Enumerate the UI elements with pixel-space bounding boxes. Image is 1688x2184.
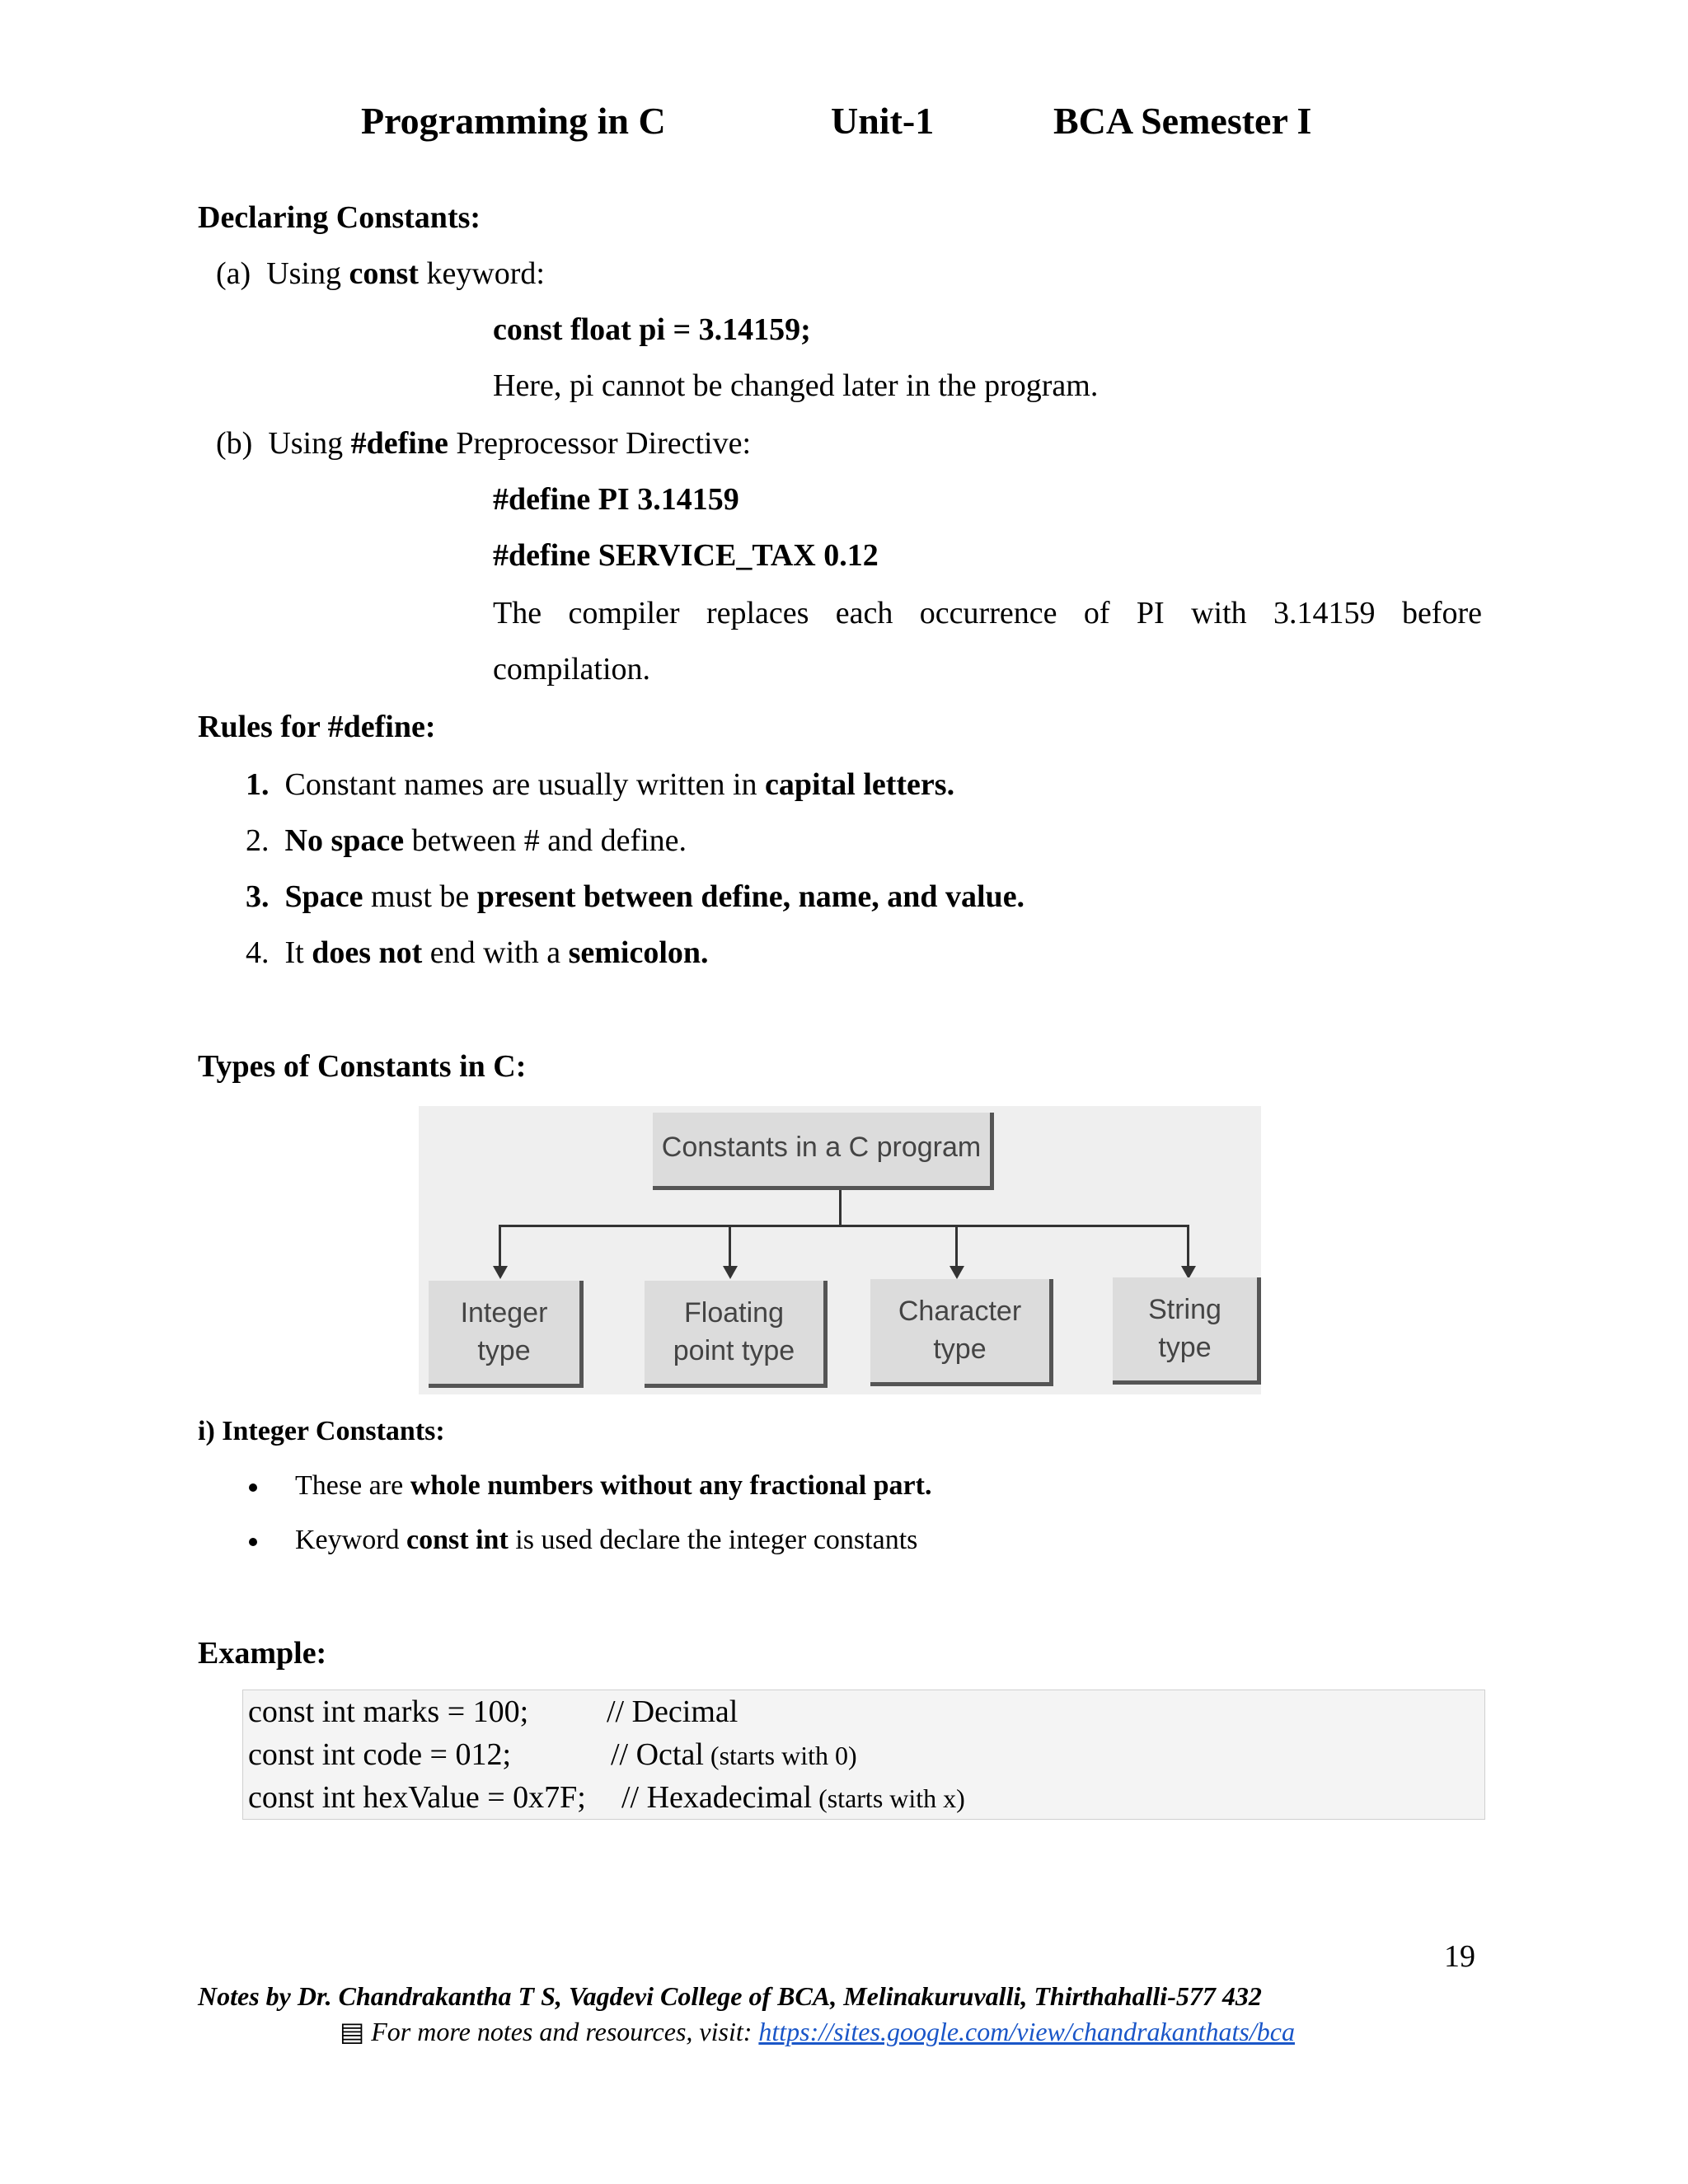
header-unit: Unit-1 — [831, 100, 935, 142]
diagram-connector — [499, 1225, 1189, 1227]
code-line: const int hexValue = 0x7F; — [248, 1780, 586, 1815]
define-note-line2: compilation. — [493, 652, 651, 687]
rule-item: 2. No space between # and define. — [246, 823, 687, 858]
bullet-icon — [249, 1538, 257, 1546]
example-code-box — [242, 1690, 1485, 1820]
books-icon: ▤ — [340, 2017, 365, 2046]
const-note: Here, pi cannot be changed later in the program. — [493, 368, 1099, 403]
footer-credit: Notes by Dr. Chandrakantha T S, Vagdevi College of BCA, Melinakuruvalli, Thirthahalli-577 432 — [198, 1981, 1262, 2011]
code-line: const int code = 012; — [248, 1737, 512, 1772]
bullet-icon — [249, 1483, 257, 1492]
diagram-child-box: String type — [1113, 1277, 1261, 1385]
resources-link[interactable]: https://sites.google.com/view/chandrakanthats/bca — [758, 2017, 1295, 2046]
diagram-child-box: Integer type — [429, 1281, 584, 1388]
code-line: const int marks = 100; — [248, 1694, 529, 1729]
rules-heading: Rules for #define: — [198, 710, 436, 744]
declaring-heading: Declaring Constants: — [198, 200, 481, 235]
arrow-down-icon — [493, 1266, 508, 1279]
footer-resources: ▤ For more notes and resources, visit: https://sites.google.com/view/chandrakanthats/bca — [340, 2017, 1295, 2046]
code-define-pi: #define PI 3.14159 — [493, 482, 739, 517]
integer-heading: i) Integer Constants: — [198, 1416, 445, 1446]
constants-diagram — [419, 1106, 1261, 1394]
diagram-root-box — [653, 1113, 994, 1190]
item-marker: (a) — [216, 256, 251, 291]
header-course: BCA Semester I — [1053, 100, 1312, 142]
header-subject: Programming in C — [361, 100, 666, 142]
code-comment: // Decimal — [607, 1694, 738, 1729]
declaring-item-a: (a) Using const keyword: — [216, 256, 545, 291]
diagram-child-box: Character type — [870, 1279, 1053, 1386]
diagram-connector — [955, 1225, 958, 1268]
diagram-connector — [839, 1190, 842, 1226]
code-comment: // Hexadecimal (starts with x) — [621, 1780, 965, 1815]
diagram-root-label: Constants in a C program — [661, 1132, 982, 1163]
rule-item: 4. It does not end with a semicolon. — [246, 935, 709, 970]
diagram-connector — [499, 1225, 501, 1268]
rule-item: 1. Constant names are usually written in capital letters. — [246, 767, 955, 802]
diagram-connector — [1187, 1225, 1189, 1268]
rule-item: 3. Space must be present between define, name, and value. — [246, 879, 1025, 914]
integer-bullet-2: Keyword const int is used declare the integer constants — [295, 1525, 918, 1555]
diagram-child-box: Floating point type — [645, 1281, 828, 1388]
code-comment: // Octal (starts with 0) — [611, 1737, 857, 1772]
arrow-down-icon — [950, 1266, 964, 1279]
code-const-pi: const float pi = 3.14159; — [493, 312, 811, 347]
example-heading: Example: — [198, 1636, 327, 1671]
diagram-connector — [729, 1225, 731, 1268]
define-note-line1: The compiler replaces each occurrence of PI with 3.14159 before — [493, 596, 1482, 630]
arrow-down-icon — [723, 1266, 738, 1279]
declaring-item-b: (b) Using #define Preprocessor Directive: — [216, 426, 752, 461]
code-define-tax: #define SERVICE_TAX 0.12 — [493, 538, 879, 573]
integer-bullet-1: These are whole numbers without any fractional part. — [295, 1470, 932, 1501]
item-marker: (b) — [216, 426, 253, 461]
types-heading: Types of Constants in C: — [198, 1049, 527, 1084]
page-number: 19 — [1444, 1939, 1475, 1974]
